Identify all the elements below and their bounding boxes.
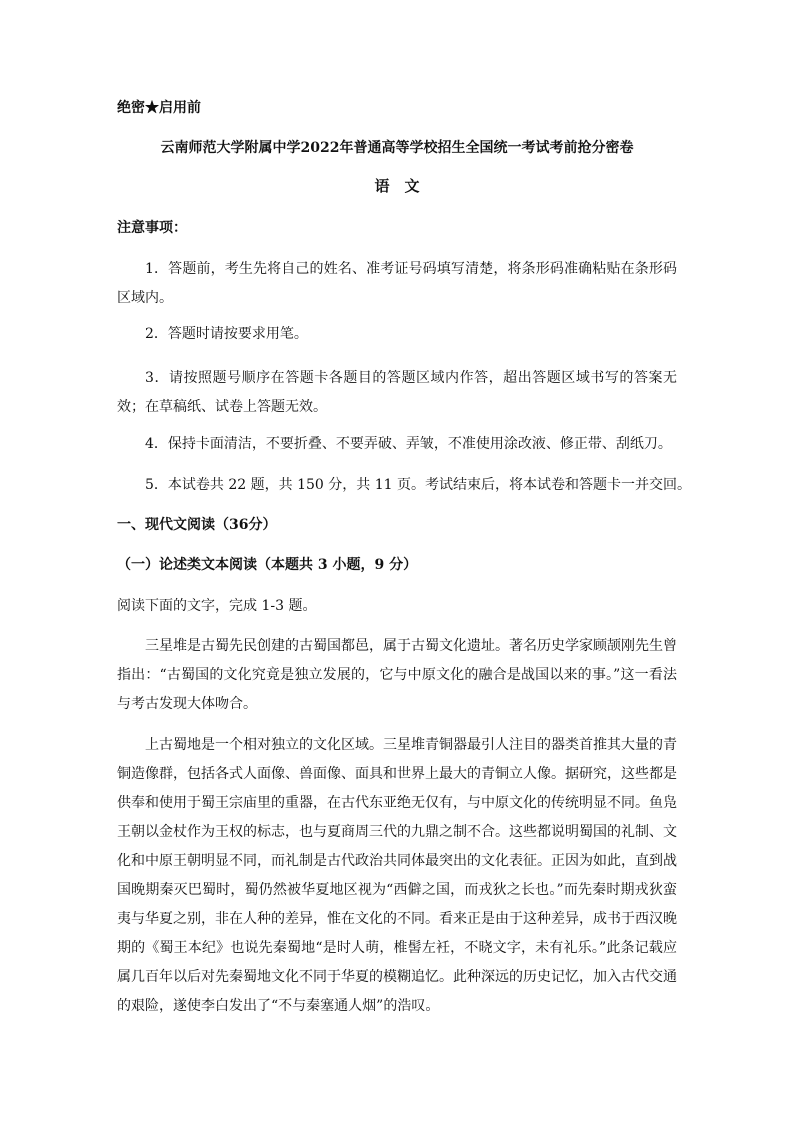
note-item-2: 2．答题时请按要求用笔。	[145, 326, 308, 342]
notes-heading: 注意事项：	[117, 220, 187, 236]
reading-instruction: 阅读下面的文字，完成 1-3 题。	[117, 598, 317, 614]
exam-title: 云南师范大学附属中学2022年普通高等学校招生全国统一考试考前抢分密卷	[160, 140, 634, 156]
passage-paragraph-1: 三星堆是古蜀先民创建的古蜀国都邑，属于古蜀文化遗址。著名历史学家顾颉刚先生曾指出：“古蜀国的文化究竟是独立发展的，它与中原文化的融合是战国以来的事。”这一看法与考古发现大体吻合。	[117, 638, 677, 712]
note-item-4: 4．保持卡面清洁，不要折叠、不要弄破、弄皱，不准使用涂改液、修正带、刮纸刀。	[145, 436, 672, 452]
note-item-3: 3．请按照题号顺序在答题卡各题目的答题区域内作答，超出答题区域书写的答案无效；在草稿纸、试卷上答题无效。	[117, 370, 677, 415]
note-item-5: 5．本试卷共 22 题，共 150 分，共 11 页。考试结束后，将本试卷和答题卡一并交回。	[145, 477, 691, 493]
passage-paragraph-2: 上古蜀地是一个相对独立的文化区域。三星堆青铜器最引人注目的器类首推其大量的青铜造像群，包括各式人面像、兽面像、面具和世界上最大的青铜立人像。据研究，这些都是供奉和使用于蜀王宗庙里的重器，在古代东亚绝无仅有，与中原文化的传统明显不同。鱼凫王朝以金杖作为王权的标志，也与夏商周三代的九鼎之制不合。这些都说明蜀国的礼制、文化和中原王朝明显不同，而礼制是古代政治共同体最突出的文化表征。正因为如此，直到战国晚期秦灭巴蜀时，蜀仍然被华夏地区视为“西僻之国，而戎狄之长也。”而先秦时期戎狄蛮夷与华夏之别，非在人种的差异，惟在文化的不同。看来正是由于这种差异，成书于西汉晚期的《蜀王本纪》也说先秦蜀地“是时人萌，椎髻左衽，不晓文字，未有礼乐。”此条记载应属几百年以后对先秦蜀地文化不同于华夏的模糊追忆。此种深远的历史记忆，加入古代交通的艰险，遂使李白发出了“不与秦塞通人烟”的浩叹。	[117, 737, 677, 1014]
subsection-heading: （一）论述类文本阅读（本题共 3 小题，9 分）	[117, 557, 418, 573]
section-heading: 一、现代文阅读（36分）	[117, 517, 277, 533]
secret-label: 绝密★启用前	[117, 100, 201, 116]
subject-title: 语 文	[374, 177, 420, 195]
note-item-1: 1．答题前，考生先将自己的姓名、准考证号码填写清楚，将条形码准确粘贴在条形码区域内。	[117, 261, 677, 306]
